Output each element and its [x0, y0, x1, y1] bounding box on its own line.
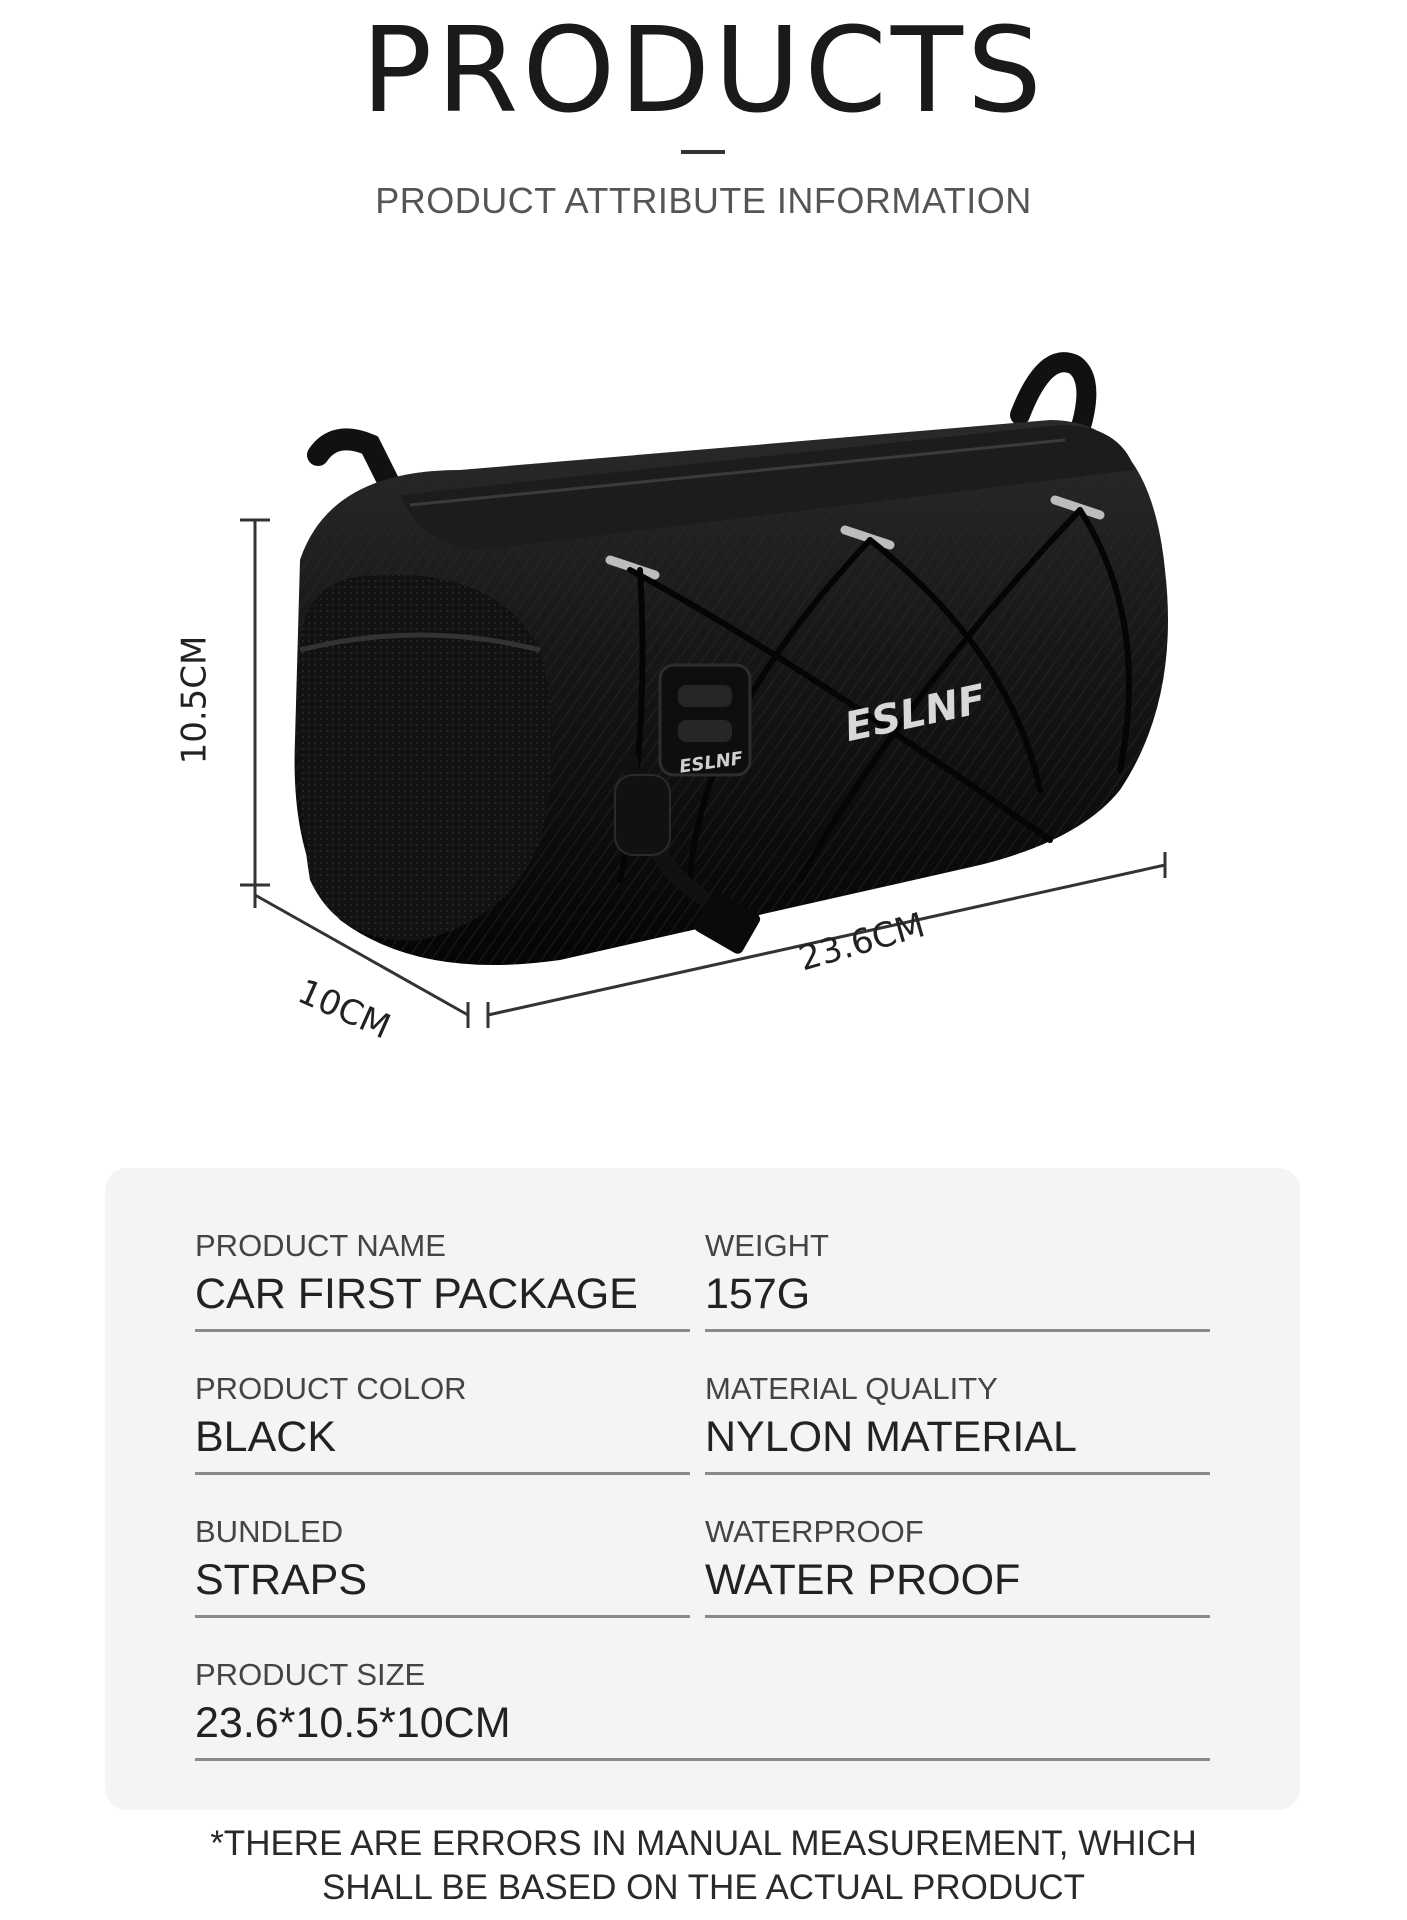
product-size-field	[195, 1657, 1210, 1767]
height-dimension-label: 10.5CM	[174, 635, 215, 765]
weight-label: WEIGHT	[705, 1228, 829, 1263]
waterproof-label: WATERPROOF	[705, 1514, 924, 1549]
measurement-disclaimer	[0, 1822, 1407, 1910]
product-name-label: PRODUCT NAME	[195, 1228, 446, 1263]
disclaimer-line-1: *THERE ARE ERRORS IN MANUAL MEASUREMENT, WHICH	[210, 1824, 1197, 1863]
waterproof-field	[705, 1514, 1210, 1624]
field-underline	[195, 1758, 1210, 1761]
product-name-value: CAR FIRST PACKAGE	[195, 1270, 638, 1318]
product-color-field	[195, 1371, 690, 1481]
bundled-field	[195, 1514, 690, 1624]
product-color-label: PRODUCT COLOR	[195, 1371, 467, 1406]
field-underline	[195, 1329, 690, 1332]
bundled-label: BUNDLED	[195, 1514, 344, 1549]
product-name-field	[195, 1228, 690, 1338]
field-underline	[195, 1472, 690, 1475]
field-underline	[195, 1615, 690, 1618]
weight-value: 157G	[705, 1270, 811, 1318]
material-quality-value: NYLON MATERIAL	[705, 1413, 1077, 1461]
field-underline	[705, 1615, 1210, 1618]
depth-dimension-label: 10CM	[291, 971, 397, 1048]
disclaimer-line-2: SHALL BE BASED ON THE ACTUAL PRODUCT	[321, 1868, 1086, 1907]
material-quality-label: MATERIAL QUALITY	[705, 1371, 998, 1406]
attribute-card	[105, 1168, 1300, 1810]
small-brand-logo: ESLNF	[677, 748, 745, 778]
brand-logo: ESLNF	[840, 676, 990, 751]
product-illustration	[0, 320, 1407, 1080]
field-underline	[705, 1329, 1210, 1332]
material-quality-field	[705, 1371, 1210, 1481]
waterproof-value: WATER PROOF	[705, 1556, 1021, 1604]
page-title: PRODUCTS	[361, 1, 1046, 139]
field-underline	[705, 1472, 1210, 1475]
title-divider	[681, 150, 725, 154]
bundled-value: STRAPS	[195, 1556, 368, 1604]
page-subtitle: PRODUCT ATTRIBUTE INFORMATION	[375, 180, 1032, 221]
weight-field	[705, 1228, 1210, 1338]
length-dimension-label: 23.6CM	[794, 905, 930, 980]
product-color-value: BLACK	[195, 1413, 337, 1461]
product-size-value: 23.6*10.5*10CM	[195, 1699, 511, 1747]
handle-loop-right	[1020, 362, 1086, 430]
product-size-label: PRODUCT SIZE	[195, 1657, 426, 1692]
